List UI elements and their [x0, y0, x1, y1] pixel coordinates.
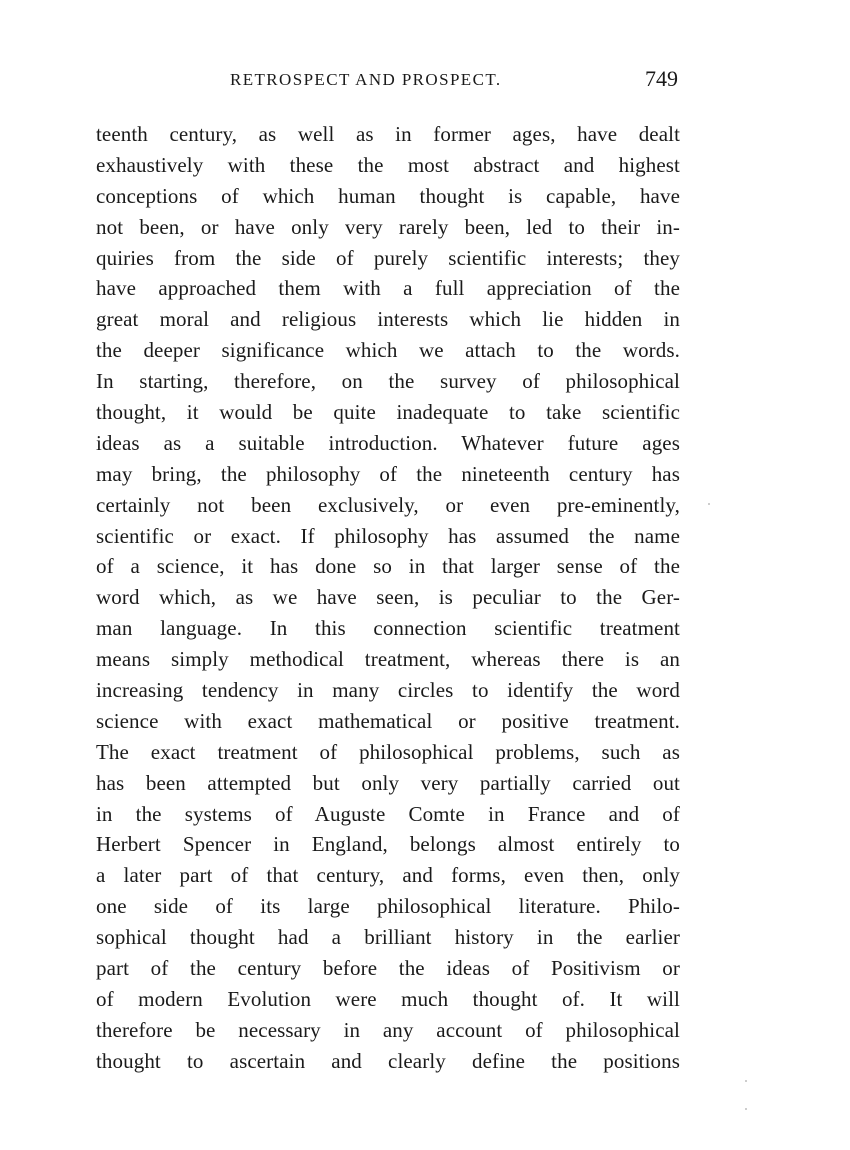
- text-line: may bring, the philosophy of the nineteenth century has: [96, 461, 680, 486]
- text-line: quiries from the side of purely scientific interests; they: [96, 245, 680, 270]
- text-line: great moral and religious interests which lie hidden in: [96, 307, 680, 332]
- text-line: scientific or exact. If philosophy has assumed the name: [96, 523, 680, 548]
- page-number: 749: [645, 66, 678, 91]
- text-line: exhaustively with these the most abstract and highest: [96, 152, 680, 177]
- text-line: means simply methodical treatment, whereas there is an: [96, 647, 680, 672]
- text-line: certainly not been exclusively, or even pre-eminently,: [96, 492, 680, 517]
- text-line: in the systems of Auguste Comte in France and of: [96, 801, 680, 826]
- text-line: In starting, therefore, on the survey of philosophical: [96, 369, 680, 394]
- text-line: thought, it would be quite inadequate to take scientific: [96, 400, 680, 425]
- text-line: one side of its large philosophical literature. Philo-: [96, 894, 680, 919]
- text-line: conceptions of which human thought is capable, have: [96, 183, 680, 208]
- text-line: science with exact mathematical or positive treatment.: [96, 708, 680, 733]
- text-line: ideas as a suitable introduction. Whatever future ages: [96, 430, 680, 455]
- running-header: [96, 66, 680, 94]
- paper-speck: [708, 503, 710, 505]
- text-line: part of the century before the ideas of Positivism or: [96, 956, 680, 981]
- text-line: of modern Evolution were much thought of. It will: [96, 986, 680, 1011]
- text-line: has been attempted but only very partially carried out: [96, 770, 680, 795]
- text-line: thought to ascertain and clearly define the positions: [96, 1048, 680, 1073]
- text-line: man language. In this connection scientific treatment: [96, 616, 680, 641]
- text-line: Herbert Spencer in England, belongs almost entirely to: [96, 832, 680, 857]
- text-line: therefore be necessary in any account of philosophical: [96, 1017, 680, 1042]
- paper-speck: [745, 1108, 747, 1110]
- text-line: sophical thought had a brilliant history in the earlier: [96, 925, 680, 950]
- text-line: increasing tendency in many circles to identify the word: [96, 678, 680, 703]
- text-line: The exact treatment of philosophical problems, such as: [96, 739, 680, 764]
- text-line: of a science, it has done so in that larger sense of the: [96, 554, 680, 579]
- paper-speck: [745, 1080, 747, 1082]
- running-title: RETROSPECT AND PROSPECT.: [230, 70, 502, 89]
- text-line: a later part of that century, and forms, even then, only: [96, 863, 680, 888]
- body-text: [96, 119, 680, 1077]
- text-line: teenth century, as well as in former ages, have dealt: [96, 122, 680, 146]
- text-line: not been, or have only very rarely been, led to their in-: [96, 214, 680, 239]
- text-line: word which, as we have seen, is peculiar to the Ger-: [96, 585, 680, 610]
- text-line: the deeper significance which we attach to the words.: [96, 338, 680, 363]
- text-line: have approached them with a full appreciation of the: [96, 276, 680, 301]
